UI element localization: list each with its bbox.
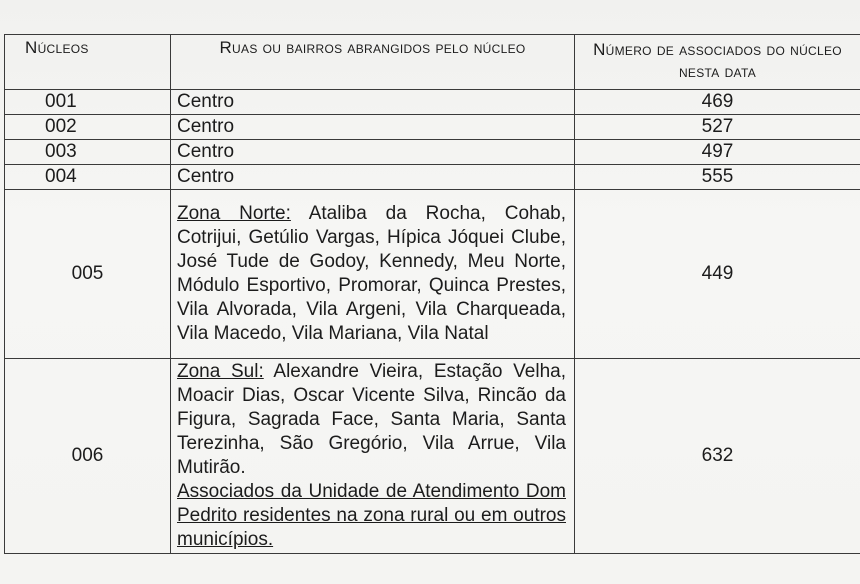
table-row	[5, 165, 860, 190]
bairros-cell: Centro	[171, 165, 575, 190]
table-row	[5, 90, 860, 115]
table-row	[5, 140, 860, 165]
associados-count: 632	[575, 359, 860, 554]
bairros-cell: Centro	[171, 115, 575, 140]
header-numero-associados: Número de associados do núcleo nesta data	[575, 35, 860, 90]
bairros-cell: Centro	[171, 140, 575, 165]
associados-count: 497	[575, 140, 860, 165]
nucleo-number: 002	[5, 115, 171, 140]
nucleo-number: 001	[5, 90, 171, 115]
zona-norte-label: Zona Norte:	[177, 203, 291, 224]
table-header-row	[5, 35, 860, 90]
nucleo-number: 005	[5, 190, 171, 359]
associados-count: 527	[575, 115, 860, 140]
table-row	[5, 190, 860, 359]
associados-count: 555	[575, 165, 860, 190]
bairros-text	[177, 202, 566, 346]
bairros-cell	[171, 190, 575, 359]
table-row	[5, 115, 860, 140]
rural-note: Associados da Unidade de Atendimento Dom Pedrito residentes na zona rural ou em outros municípios.	[177, 481, 566, 550]
associados-count: 469	[575, 90, 860, 115]
nucleo-number: 006	[5, 359, 171, 554]
nucleos-table	[4, 34, 860, 554]
bairros-text	[177, 360, 566, 480]
bairros-cell: Centro	[171, 90, 575, 115]
zona-norte-bairros: Ataliba da Rocha, Cohab, Cotrijui, Getúlio Vargas, Hípica Jóquei Clube, José Tude de Godoy, Kennedy, Meu Norte, Módulo Esportivo, Promorar, Quinca Prestes, Vila Alvorada, Vila Argeni, Vila Charqueada, Vila Macedo, Vila Mariana, Vila Natal	[177, 203, 566, 344]
header-nucleos: Núcleos	[5, 35, 171, 90]
zona-sul-bairros: Alexandre Vieira, Estação Velha, Moacir Dias, Oscar Vicente Silva, Rincão da Figura, Sagrada Face, Santa Maria, Santa Terezinha, São Gregório, Vila Arrue, Vila Mutirão.	[177, 361, 567, 478]
header-ruas-bairros: Ruas ou bairros abrangidos pelo núcleo	[171, 35, 575, 90]
nucleo-number: 004	[5, 165, 171, 190]
nucleo-number: 003	[5, 140, 171, 165]
table-row	[5, 359, 860, 554]
zona-sul-label: Zona Sul:	[177, 361, 264, 382]
bairros-cell	[171, 359, 575, 554]
associados-count: 449	[575, 190, 860, 359]
